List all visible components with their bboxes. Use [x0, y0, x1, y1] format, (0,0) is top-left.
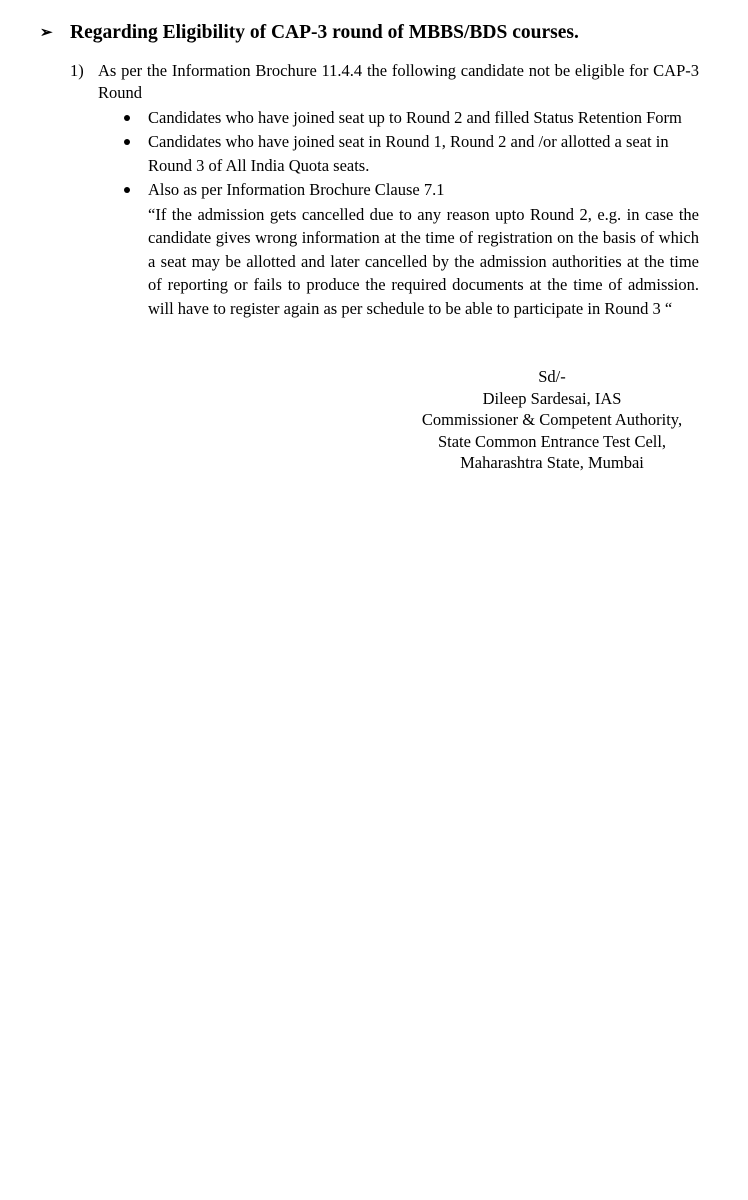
list-item — [120, 178, 699, 202]
bullet-dot-icon — [124, 139, 130, 145]
item-text: As per the Information Brochure 11.4.4 the following candidate not be eligible for CAP-3 Round — [98, 61, 699, 102]
bullet-list — [120, 106, 699, 202]
quoted-clause: “If the admission gets cancelled due to any reason upto Round 2, e.g. in case the candidate gives wrong information at the time of registration on the basis of which a seat may be allotted and later cancelled by the admission authorities at the time of reporting or fails to produce the required documents at the time of admission. will have to register again as per schedule to be able to participate in Round 3 “ — [148, 205, 699, 318]
item-number: 1) — [70, 61, 84, 80]
list-item — [120, 106, 699, 130]
numbered-item — [70, 60, 699, 104]
arrow-bullet-icon: ➢ — [40, 25, 53, 41]
bullet-dot-icon — [124, 115, 130, 121]
section-heading — [40, 20, 720, 46]
signatory-name: Dileep Sardesai, IAS — [482, 388, 622, 408]
bullet-text: Candidates who have joined seat in Round 1, Round 2 and /or allotted a seat in Round 3 of All India Quota seats. — [148, 132, 669, 175]
list-item — [120, 130, 699, 178]
section-heading-text: Regarding Eligibility of CAP-3 round of MBBS/BDS courses. — [70, 22, 579, 43]
bullet-text: Candidates who have joined seat up to Round 2 and filled Status Retention Form — [148, 108, 682, 127]
signature-sd: Sd/- — [538, 367, 566, 386]
signatory-title: Commissioner & Competent Authority, — [421, 410, 683, 429]
signature-block — [400, 366, 704, 474]
signatory-office: State Common Entrance Test Cell, — [437, 431, 667, 451]
signatory-location: Maharashtra State, Mumbai — [460, 453, 644, 472]
bullet-text: Also as per Information Brochure Clause 7.1 — [148, 180, 445, 199]
bullet-dot-icon — [124, 187, 130, 193]
